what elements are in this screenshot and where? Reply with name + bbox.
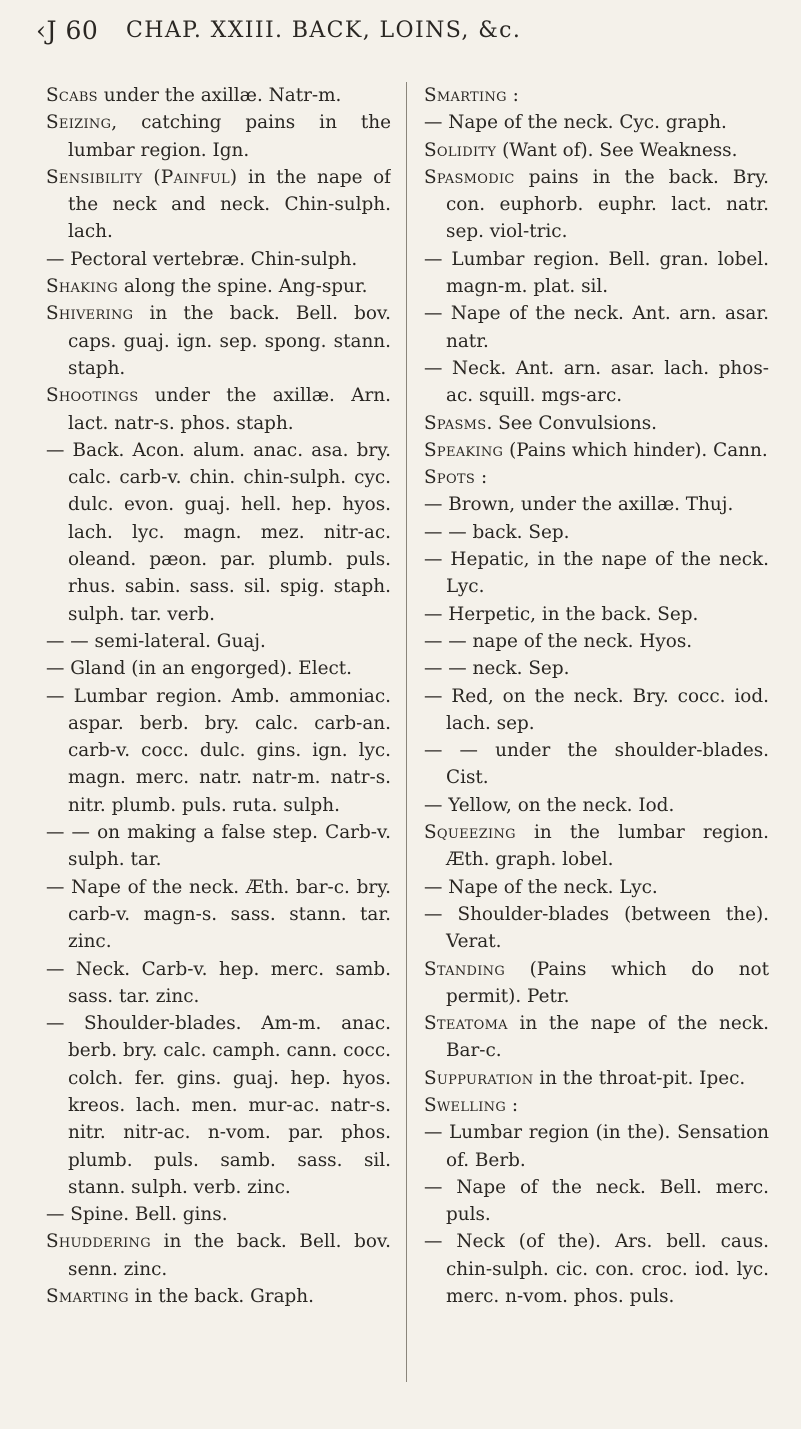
index-entry: — Hepatic, in the nape of the neck. Lyc. (424, 549, 769, 598)
index-entry: — Nape of the neck. Cyc. graph. (424, 112, 727, 134)
index-entry: Spots : (424, 467, 488, 489)
index-entry: Shaking along the spine. Ang-spur. (46, 276, 368, 298)
index-entry: Spasmodic pains in the back. Bry. con. euphorb. euphr. lact. natr. sep. viol-tric. (424, 166, 769, 243)
index-entry: Swelling : (424, 1094, 519, 1116)
index-entry: — Nape of the neck. Lyc. (424, 876, 658, 898)
index-entry: — Shoulder-blades. Am-m. anac. berb. bry. calc. camph. cann. cocc. colch. fer. gins. guaj. hep. hyos. kreos. lach. men. mur-ac. natr-s. nitr. nitr-ac. n-vom. par. phos. plumb. puls. samb. sass. sil. stann. sulph. verb. zinc. (46, 1013, 391, 1198)
column-rule (406, 82, 407, 1382)
index-entry: — Nape of the neck. Æth. bar-c. bry. carb-v. magn-s. sass. stann. tar. zinc. (46, 876, 391, 953)
text-columns (46, 82, 776, 1402)
index-entry: — — nape of the neck. Hyos. (424, 630, 693, 652)
index-entry: Standing (Pains which do not permit). Petr. (424, 958, 769, 1007)
running-head: CHAP. XXIII. BACK, LOINS, &c. (126, 18, 522, 43)
index-entry: — Shoulder-blades (between the). Verat. (424, 903, 769, 953)
index-entry: — Lumbar region. Amb. ammoniac. aspar. berb. bry. calc. carb-an. carb-v. cocc. dulc. gins. ign. lyc. magn. merc. natr. natr-m. natr-s. nitr. plumb. puls. ruta. sulph. (46, 685, 391, 816)
index-entry: — Neck. Carb-v. hep. merc. samb. sass. tar. zinc. (46, 958, 391, 1007)
index-entry: Shuddering in the back. Bell. bov. senn. zinc. (46, 1231, 391, 1280)
index-entry: — Lumbar region (in the). Sensation of. Berb. (424, 1122, 769, 1171)
index-entry: — — neck. Sep. (424, 658, 570, 680)
index-entry: — Neck. Ant. arn. asar. lach. phos-ac. squill. mgs-arc. (424, 357, 769, 407)
index-entry: Smarting in the back. Graph. (46, 1286, 314, 1308)
index-entry: Spasms. See Convulsions. (424, 412, 657, 434)
page-header (36, 16, 776, 56)
page-number: ‹J 60 (36, 16, 99, 45)
right-column (424, 82, 769, 1402)
index-entry: — Brown, under the axillæ. Thuj. (424, 494, 734, 516)
index-entry: Suppuration in the throat-pit. Ipec. (424, 1067, 746, 1089)
index-entry: — — on making a false step. Carb-v. sulph. tar. (46, 822, 391, 871)
index-entry: — — semi-lateral. Guaj. (46, 630, 266, 652)
index-entry: — — back. Sep. (424, 521, 570, 543)
index-entry: — Pectoral vertebræ. Chin-sulph. (46, 248, 358, 270)
index-entry: Speaking (Pains which hinder). Cann. (424, 439, 768, 461)
index-entry: Shivering in the back. Bell. bov. caps. guaj. ign. sep. spong. stann. staph. (46, 303, 391, 379)
index-entry: Seizing, catching pains in the lumbar region. Ign. (46, 112, 391, 161)
index-entry: Steatoma in the nape of the neck. Bar-c. (424, 1013, 769, 1062)
index-entry: — Nape of the neck. Ant. arn. asar. natr. (424, 303, 769, 352)
index-entry: Solidity (Want of). See Weakness. (424, 139, 738, 161)
index-entry: — Yellow, on the neck. Iod. (424, 794, 675, 816)
index-entry: Smarting : (424, 85, 519, 106)
index-entry: — Red, on the neck. Bry. cocc. iod. lach. sep. (424, 685, 769, 734)
index-entry: — Back. Acon. alum. anac. asa. bry. calc. carb-v. chin. chin-sulph. cyc. dulc. evon. guaj. hell. hep. hyos. lach. lyc. magn. mez. nitr-ac. oleand. pæon. par. plumb. puls. rhus. sabin. sass. sil. spig. staph. sulph. tar. verb. (46, 439, 391, 625)
index-entry: — Spine. Bell. gins. (46, 1204, 228, 1226)
index-entry: Scabs under the axillæ. Natr-m. (46, 85, 342, 106)
index-entry: — Gland (in an engorged). Elect. (46, 658, 353, 680)
index-entry: — — under the shoulder-blades. Cist. (424, 740, 769, 789)
index-entry: Sensibility (Painful) in the nape of the neck and neck. Chin-sulph. lach. (46, 166, 391, 243)
left-column (46, 82, 391, 1402)
index-entry: — Lumbar region. Bell. gran. lobel. magn-m. plat. sil. (424, 248, 769, 298)
index-entry: Squeezing in the lumbar region. Æth. graph. lobel. (424, 822, 769, 871)
index-entry: Shootings under the axillæ. Arn. lact. natr-s. phos. staph. (46, 385, 391, 434)
index-entry: — Herpetic, in the back. Sep. (424, 603, 699, 625)
index-entry: — Neck (of the). Ars. bell. caus. chin-sulph. cic. con. croc. iod. lyc. merc. n-vom. phos. puls. (424, 1231, 769, 1308)
index-entry: — Nape of the neck. Bell. merc. puls. (424, 1176, 769, 1226)
